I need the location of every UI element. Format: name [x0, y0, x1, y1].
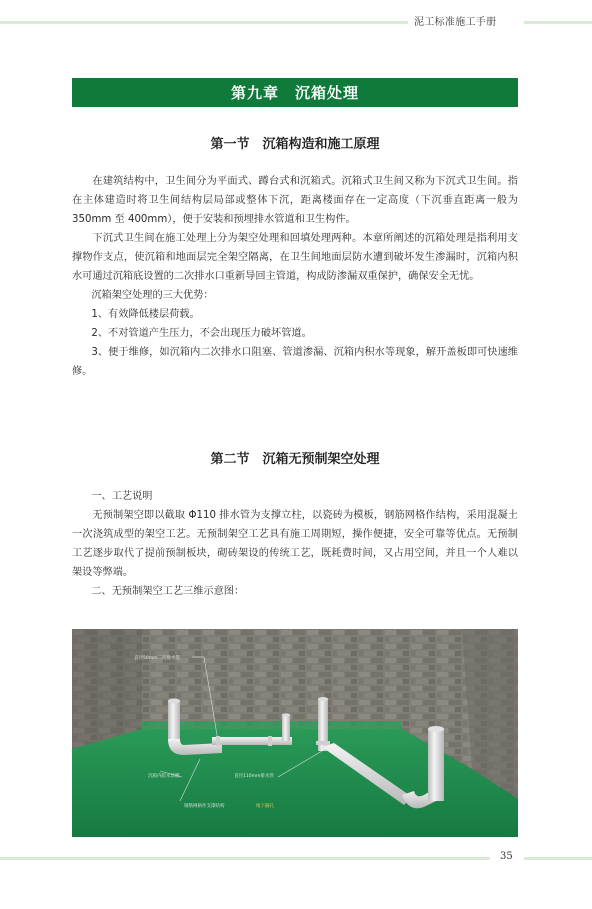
list-item: 2、不对管道产生压力，不会出现压力破坏管道。 — [91, 328, 312, 339]
section-1-body — [72, 172, 518, 381]
footer-rule-right — [524, 857, 592, 860]
left-wall — [72, 629, 142, 749]
running-header-title: 泥工标准施工手册 — [414, 17, 497, 28]
3d-diagram-image — [72, 629, 518, 837]
pipe-joint — [316, 741, 330, 745]
subheading: 二、无预制架空工艺三维示意图： — [91, 586, 245, 597]
pipe-top — [428, 726, 444, 732]
paragraph: 在建筑结构中，卫生间分为平面式、蹲台式和沉箱式。沉箱式卫生间又称为下沉式卫生间。指在主体建造时将卫生间结构层局部或整体下沉，距离楼面存在一定高度（下沉垂直距离一般为 350mm 至 400mm），便于安装和预埋排水管道和卫生构件。 — [72, 176, 518, 225]
label-waterproof-membrane: 沉箱内防水涂膜 — [148, 774, 180, 779]
paragraph: 下沉式卫生间在施工处理上分为架空处理和回填处理两种。本章所阐述的沉箱处理是指利用支撑物作支点，使沉箱和地面层完全架空隔离，在卫生间地面层防水遭到破坏发生渗漏时，沉箱内积水可通过沉箱底设置的二次排水口重新导回主管道，构成防渗漏双重保护，确保安全无忧。 — [72, 233, 518, 282]
header-rule-right — [524, 21, 592, 24]
subheading: 一、工艺说明 — [91, 491, 153, 502]
paragraph: 无预制架空即以截取 Φ110 排水管为支撑立柱，以瓷砖为模板，钢筋网格作结构，采用混凝土一次浇筑成型的架空工艺。无预制架空工艺具有施工周期短，操作便捷，安全可靠等优点。无预制工艺逐步取代了提前预制板块，砌砖架设的传统工艺，既耗费时间，又占用空间，并且一个人难以架设等弊端。 — [72, 510, 518, 578]
horizontal-pipe — [212, 737, 292, 745]
list-item: 3、便于维修，如沉箱内二次排水口阻塞、管道渗漏、沉箱内积水等现象，解开盖板即可快速维修。 — [72, 347, 518, 377]
footer-rule-left — [0, 857, 490, 860]
label-drain-pipe: 直径110mm排水管 — [234, 774, 274, 779]
section-1-title: 第一节 沉箱构造和施工原理 — [210, 137, 380, 152]
pipe-joint — [268, 736, 272, 746]
label-floor-drain: 地下漏孔 — [256, 804, 274, 809]
section-2-title: 第二节 沉箱无预制架空处理 — [210, 452, 380, 467]
wall-base-coating — [142, 721, 402, 729]
paragraph: 沉箱架空处理的三大优势： — [91, 290, 214, 301]
pipe-top — [318, 697, 328, 701]
page-number: 35 — [500, 851, 513, 862]
diagram-svg — [72, 629, 518, 837]
section-2-body — [72, 487, 518, 601]
chapter-title: 第九章 沉箱处理 — [230, 84, 359, 102]
vertical-pipe — [282, 715, 290, 741]
label-secondary-drain: 直径50mm二次排水管 — [134, 656, 180, 661]
header-rule-left — [0, 21, 408, 24]
pipe-top — [282, 713, 290, 716]
chapter-banner — [72, 78, 518, 107]
vertical-pipe — [428, 729, 444, 801]
label-rebar-grid: 钢筋网格作支撑结构 — [184, 804, 225, 809]
list-item: 1、有效降低楼层荷载。 — [91, 309, 200, 320]
pipe-top — [168, 699, 180, 704]
vertical-pipe — [168, 701, 180, 741]
